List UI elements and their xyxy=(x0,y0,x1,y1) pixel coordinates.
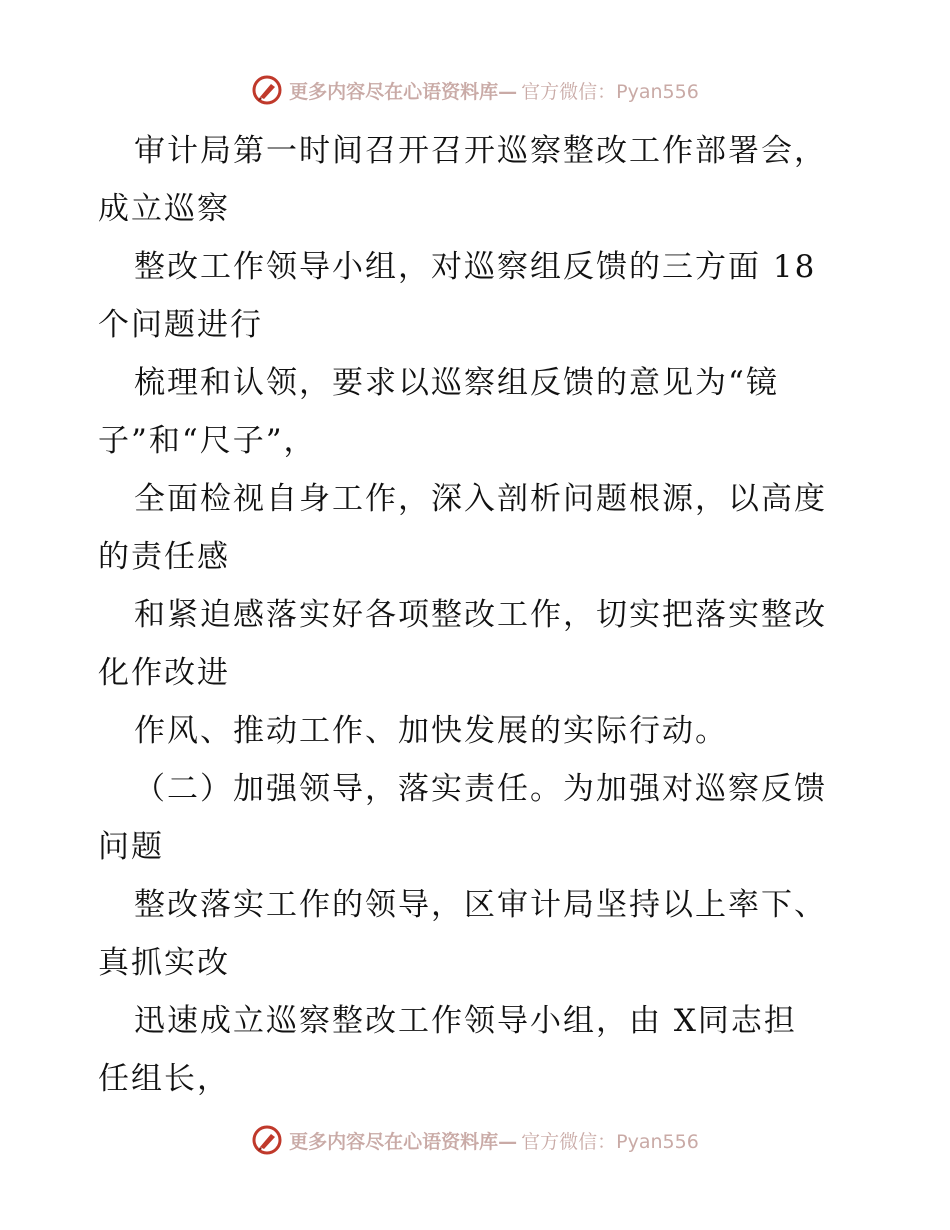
text-line: 和紧迫感落实好各项整改工作，切实把落实整改 xyxy=(134,597,827,633)
text-line: 真抓实改 xyxy=(98,945,230,981)
text-line: 成立巡察 xyxy=(98,191,230,227)
header-site-text: 更多内容尽在心语资料库— xyxy=(289,80,518,103)
text-line: 迅速成立巡察整改工作领导小组，由 X同志担 xyxy=(134,1003,797,1039)
footer-wechat-text: 官方微信：Pyan556 xyxy=(521,1130,699,1153)
text-line: （二）加强领导，落实责任。为加强对巡察反馈 xyxy=(134,771,827,807)
text-line: 个问题进行 xyxy=(98,307,263,343)
pen-logo-icon xyxy=(251,1124,283,1156)
footer-site-text: 更多内容尽在心语资料库— xyxy=(289,1130,518,1153)
pen-logo-icon xyxy=(251,74,283,106)
text-line: 作风、推动工作、加快发展的实际行动。 xyxy=(134,713,728,749)
text-line: 审计局第一时间召开召开巡察整改工作部署会， xyxy=(134,133,827,169)
text-line: 梳理和认领，要求以巡察组反馈的意见为“镜 xyxy=(134,365,779,401)
text-line: 整改落实工作的领导，区审计局坚持以上率下、 xyxy=(134,887,827,923)
header-wechat-text: 官方微信：Pyan556 xyxy=(521,80,699,103)
text-line: 子”和“尺子”， xyxy=(98,423,317,459)
text-line: 整改工作领导小组，对巡察组反馈的三方面 18 xyxy=(134,249,817,285)
text-line: 任组长， xyxy=(98,1061,230,1097)
header-banner xyxy=(0,70,950,110)
document-body xyxy=(98,122,858,1108)
footer-banner xyxy=(0,1120,950,1160)
text-line: 的责任感 xyxy=(98,539,230,575)
text-line: 问题 xyxy=(98,829,164,865)
text-line: 化作改进 xyxy=(98,655,230,691)
text-line: 全面检视自身工作，深入剖析问题根源，以高度 xyxy=(134,481,827,517)
